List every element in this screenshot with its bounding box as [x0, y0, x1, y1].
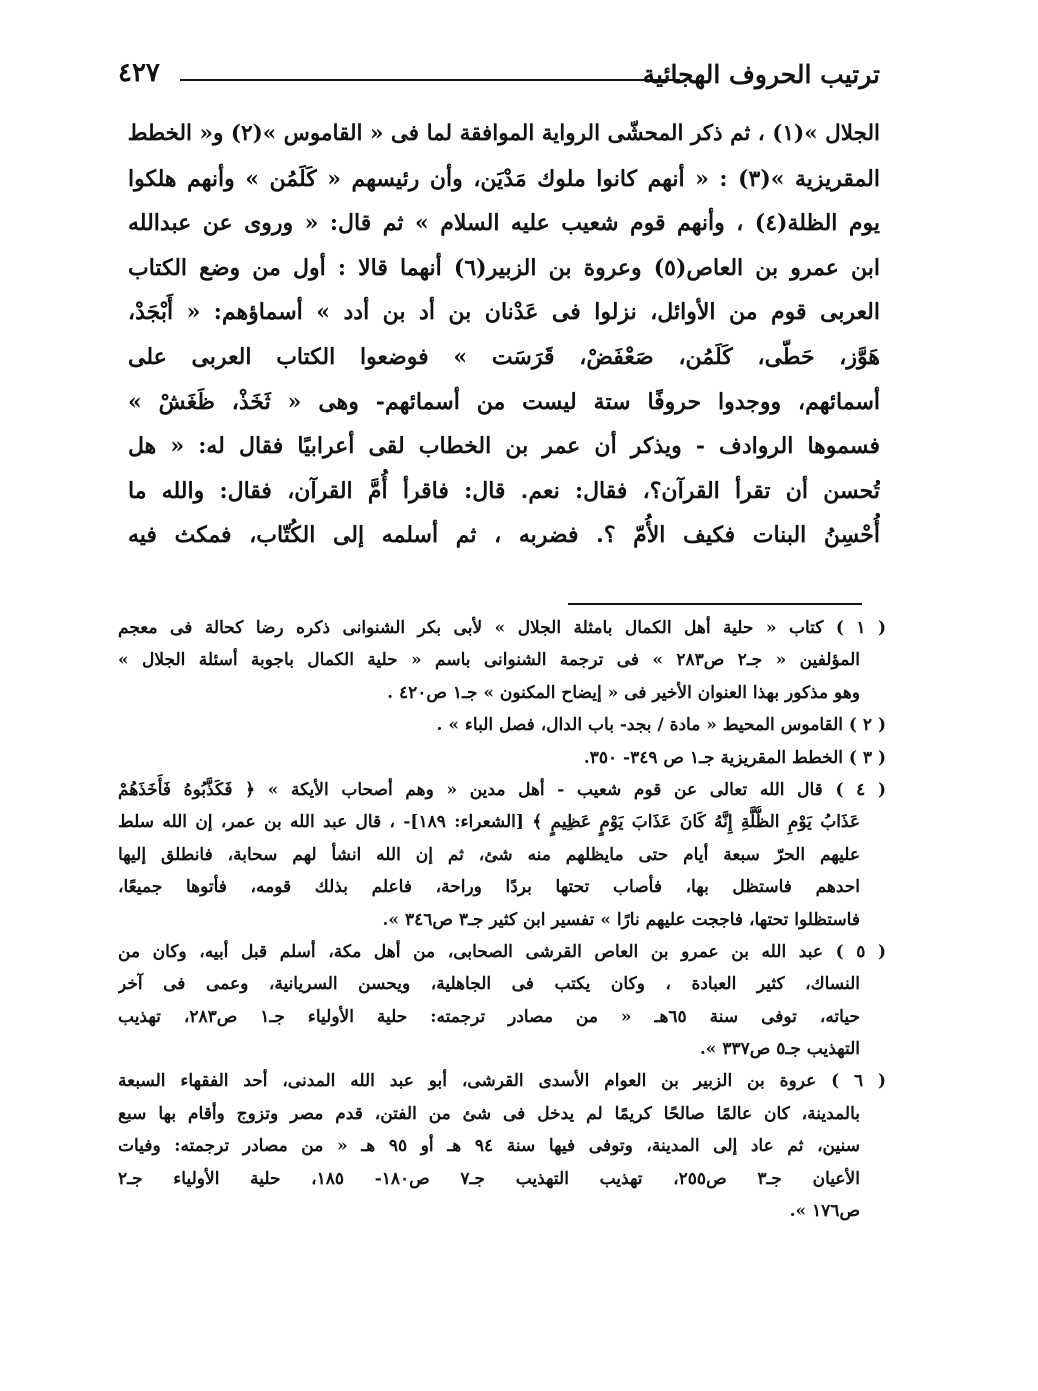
main-text	[128, 112, 880, 558]
footnote-line: ( ٣ ) الخطط المقريزية جـ١ ص ٣٤٩- ٣٥٠.	[583, 747, 886, 768]
text-line: فسموها الروادف - ويذكر أن عمر بن الخطاب لقى أعرابيًا فقال له: « هل	[128, 433, 880, 460]
header-rule	[180, 79, 680, 81]
footnote-line: عليهم الحرّ سبعة أيام حتى مايظلهم منه شئ، ثم إن الله انشأ لهم سحابة، فانطلق إليها	[118, 844, 860, 865]
text-line: العربى قوم من الأوائل، نزلوا فى عَدْنان بن أد بن أدد » أسماؤهم: « أَبْجَدْ،	[128, 299, 880, 326]
footnote-line: وهو مذكور بهذا العنوان الأخير فى « إيضاح المكنون » جـ١ ص٤٢٠ .	[387, 682, 860, 703]
footnote-line: التهذيب جـ٥ ص٣٣٧ ».	[699, 1039, 860, 1060]
text-line: ابن عمرو بن العاص(٥) وعروة بن الزبير(٦) أنهما قالا : أول من وضع الكتاب	[128, 254, 880, 281]
footnote-line: ( ٢ ) القاموس المحيط « مادة / بجد- باب الدال، فصل الباء » .	[436, 715, 886, 736]
footnote-line: الأعيان جـ٣ ص٢٥٥، تهذيب التهذيب جـ٧ ص١٨٠- ١٨٥، حلية الأولياء جـ٢	[118, 1168, 860, 1189]
text-line: تُحسن أن تقرأ القرآن؟، فقال: نعم. قال: فاقرأ أُمَّ القرآن، فقال: والله ما	[128, 477, 880, 504]
footnote-line: ( ٦ ) عروة بن الزبير بن العوام الأسدى القرشى، أبو عبد الله المدنى، أحد الفقهاء السبعة	[118, 1071, 886, 1092]
footnote-line: حياته، توفى سنة ٦٥هـ « من مصادر ترجمته: حلية الأولياء جـ١ ص٢٨٣، تهذيب	[118, 1006, 860, 1027]
text-line: أُحْسِنُ البنات فكيف الأُمّ ؟. فضربه ، ثم أسلمه إلى الكُتّاب، فمكث فيه	[128, 522, 880, 549]
footnotes	[118, 612, 886, 1227]
page-number: ٤٢٧	[118, 58, 160, 88]
footnote-line: بالمدينة، كان عالمًا صالحًا كريمًا لم يدخل فى شئ من الفتن، قدم مصر وتزوج وأقام بها سبع	[118, 1103, 860, 1124]
text-line: هَوَّز، حَطّى، كَلَمُن، صَعْفَضْ، قَرَسَت » فوضعوا الكتاب العربى على	[128, 343, 880, 370]
text-line: أسمائهم، ووجدوا حروفًا ستة ليست من أسمائهم- وهى « ثَخَذْ، ظَغَشْ »	[128, 388, 880, 415]
footnote-1	[118, 612, 886, 709]
footnote-4	[118, 774, 886, 936]
running-title: ترتيب الحروف الهجائية	[642, 60, 880, 89]
page-header	[118, 58, 880, 98]
footnote-5	[118, 936, 886, 1066]
footnote-line: ( ١ ) كتاب « حلية أهل الكمال بامثلة الجلال » لأبى بكر الشنوانى ذكره رضا كحالة فى معجم	[118, 618, 886, 638]
footnote-line: ص١٧٦ ».	[789, 1201, 860, 1222]
text-line: الجلال »(١) ، ثم ذكر المحشّى الرواية الموافقة لما فى « القاموس »(٢) و« الخطط	[128, 121, 880, 146]
footnote-6	[118, 1065, 886, 1227]
footnote-line: ( ٥ ) عبد الله بن عمرو بن العاص القرشى الصحابى، من أهل مكة، أسلم قبل أبيه، وكان من	[118, 941, 886, 962]
text-line: المقريزية »(٣) : « أنهم كانوا ملوك مَدْيَن، وأن رئيسهم « كَلَمُن » وأنهم هلكوا	[128, 165, 880, 192]
footnote-2	[118, 709, 886, 741]
footnote-3	[118, 742, 886, 774]
footnote-line: ( ٤ ) قال الله تعالى عن قوم شعيب - أهل مدين « وهم أصحاب الأيكة » ﴿ فَكَذَّبُوهُ فَأَخَذَهُمْ	[118, 779, 886, 800]
footnote-line: عَذَابُ يَوْمِ الظُّلَّةِ إِنَّهُ كَانَ عَذَابَ يَوْمٍ عَظِيمٍ ﴾ [الشعراء: ١٨٩]- ، قال عبد الله بن عمر، إن الله سلط	[118, 812, 860, 833]
footnote-line: النساك، كثير العبادة ، وكان يكتب فى الجاهلية، ويحسن السريانية، وعمى فى آخر	[118, 974, 860, 995]
footnote-line: احدهم فاستظل بها، فأصاب تحتها بردًا وراحة، فاعلم بذلك قومه، فأتوها جميعًا،	[118, 877, 860, 898]
footnote-separator	[568, 603, 862, 605]
footnote-line: فاستظلوا تحتها، فاججت عليهم نارًا » تفسير ابن كثير جـ٣ ص٣٤٦ ».	[382, 909, 860, 930]
footnote-line: سنين، ثم عاد إلى المدينة، وتوفى فيها سنة ٩٤ هـ أو ٩٥ هـ « من مصادر ترجمته: وفيات	[118, 1136, 860, 1157]
footnote-line: المؤلفين « جـ٢ ص٢٨٣ » فى ترجمة الشنوانى باسم « حلية الكمال باجوبة أسئلة الجلال »	[118, 650, 860, 671]
text-line: يوم الظلة(٤) ، وأنهم قوم شعيب عليه السلام » ثم قال: « وروى عن عبدالله	[128, 210, 880, 237]
